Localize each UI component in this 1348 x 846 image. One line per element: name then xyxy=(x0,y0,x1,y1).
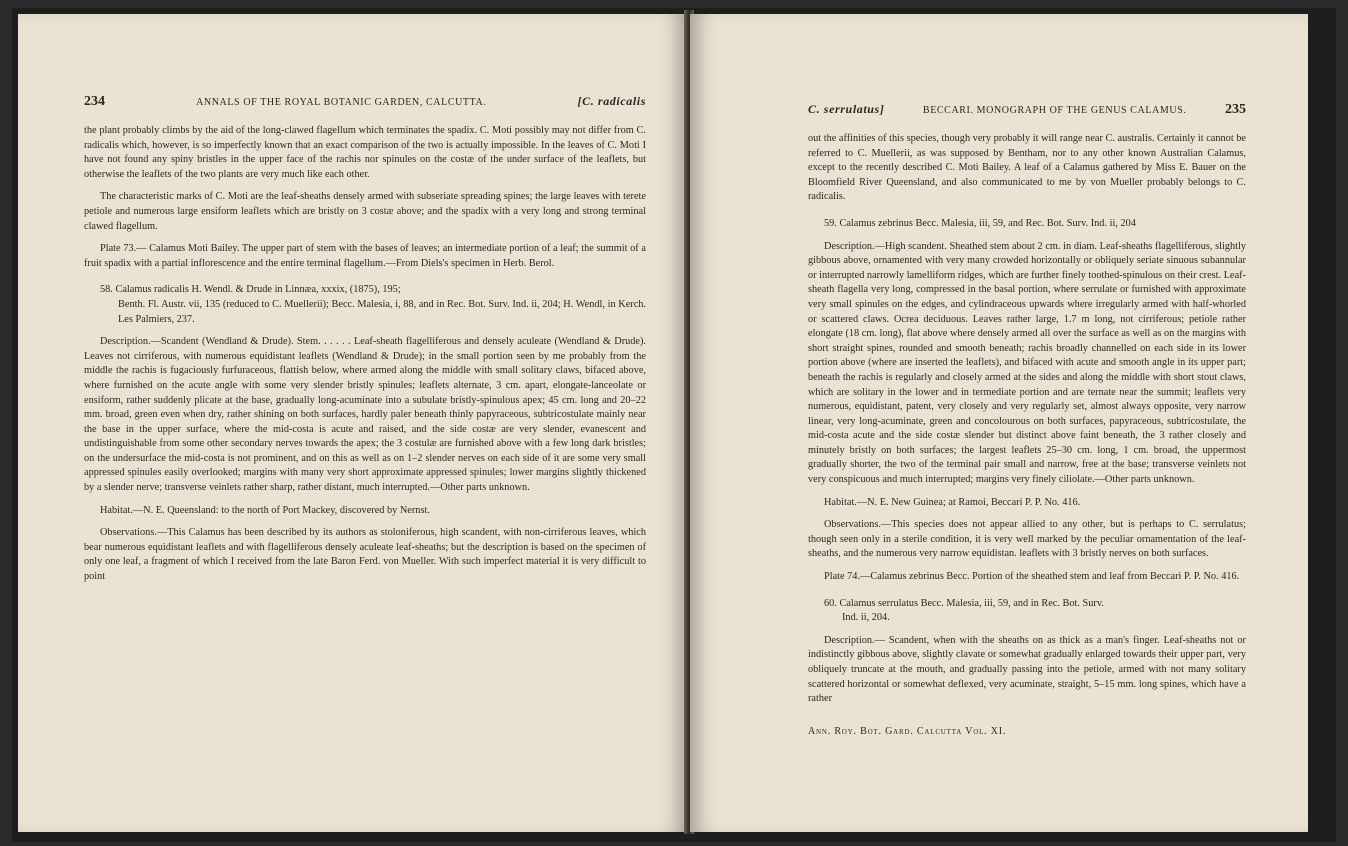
paragraph-continuation: the plant probably climbs by the aid of the long-clawed flagellum which terminates the spadix. C. Moti possibly may not differ from C. radicalis which, however, is so imperfectly known that an exact comparison of the two is actually impossible. In the leaves of C. Moti I have not found any spiny bristles in the upper face of the rachis nor spinules on the costæ of the under surface of the leaflets, but otherwise the leaflets of the two plants are very much like each other. xyxy=(84,125,646,180)
right-running-head xyxy=(808,102,1246,118)
left-page xyxy=(18,14,687,832)
left-page-body xyxy=(84,94,646,593)
entry-59: 59. Calamus zebrinus Becc. Malesia, iii, 59, and Rec. Bot. Surv. Ind. ii, 204 xyxy=(824,217,1136,229)
entry-58-head: 58. Calamus radicalis H. Wendl. & Drude in Linnæa, xxxix, (1875), 195; xyxy=(100,284,401,296)
entry-58-cont: Benth. Fl. Austr. vii, 135 (reduced to C. Muellerii); Becc. Malesia, i, 88, and in Rec. Bot. Surv. Ind. ii, 204; H. Wendl, in Kerch. Les Palmiers, 237. xyxy=(118,298,646,325)
left-page-number: 234 xyxy=(84,94,105,109)
description-59: Description.—High scandent. Sheathed stem about 2 cm. in diam. Leaf-sheaths flagelliferous, slightly gibbous above, ornamented with very many crowded horizontally or obliquely seriate sinuous subannular or interrupted narrowly lamelliform ridges, which are further finely toothed-spinulous on their crest. Leaf-sheath flagella very long, compressed in the basal portion, where serrulate or furnished with approximate very small spinules on the edges, and cylindraceous upwards where irregularly armed with half-whorled or scattered claws. Ocrea deciduous. Leaves rather large, 1.7 m long, not cirriferous; petiole rather elongate (18 cm. long), flat above where densely armed all over the surface as well as on the margins with short straight spines, rounded and smooth beneath; rachis broadly channelled on each side in its lower portion above (where are inserted the leaflets), and bifaced with acute and smooth angle in its upper part; beneath the rachis is regularly and closely armed at the sides and along the middle with short stout claws, which are solitary in the lower and in termediate portion and are ternate near the summit; leaflets very numerous, equidistant, patent, very closely and very regularly set, almost always opposite, very narrow linear, very long-acuminate, green and concolourous on both surfaces, papyraceous, subtricostulate, the mid-costa acute and the side costæ slender but distinct above faint beneath, the 3 rather closely and minutely bristly on both surfaces; the largest leaflets 25–30 cm. long, 1 cm. broad, the uppermost gradually shorter, the two of the terminal pair small and narrow, free at the base; transverse veinlets not very conspicuous and much interrupted; margins very finely ciliolate.—Other parts unknown. xyxy=(808,240,1246,486)
habitat-58: Habitat.—N. E. Queensland: to the north of Port Mackey, discovered by Nernst. xyxy=(100,504,430,516)
habitat-59: Habitat.—N. E. New Guinea; at Ramoi, Beccari P. P. No. 416. xyxy=(824,496,1081,508)
right-running-section: C. serrulatus] xyxy=(808,102,885,116)
right-page-number: 235 xyxy=(1225,102,1246,117)
observations-58: Observations.—This Calamus has been described by its authors as stoloniferous, high scandent, with non-cirriferous leaves, which bear numerous equidistant leaflets and with flagelliferous densely aculeate leaf-sheaths; but the description is based on the specimen of only one leaf, a fragment of which I received from the late Baron Ferd. von Mueller. With such imperfect material it is very difficult to point xyxy=(84,527,646,583)
entry-58 xyxy=(84,283,646,327)
right-running-title: BECCARI. MONOGRAPH OF THE GENUS CALAMUS. xyxy=(922,105,1187,116)
paragraph-characteristics: The characteristic marks of C. Moti are the leaf-sheaths densely armed with subseriate spreading spines; the large leaves with terete petiole and numerous large ensiform leaflets which are bristly on 3 costæ above; and the spadix with a very long and strong terminal clawed flagellum. xyxy=(84,191,646,232)
entry-60 xyxy=(808,597,1246,626)
left-running-head xyxy=(84,94,646,110)
description-58: Description.—Scandent (Wendland & Drude). Stem. . . . . . Leaf-sheath flagelliferous and densely aculeate (Wendland & Drude). Leaves not cirriferous, with numerous equidistant leaflets (Wendland & Drude); in the small portion seen by me probably from the middle the rachis is fugaciously furfuraceous, flattish below, where armed along the middle with small solitary claws, bifaced above, where furnished on the acute angle with some very slender bristly spinules; leaflets alternate, 3 cm. apart, elongate-lanceolate or ensiform, rather suddenly plicate at the base, gradually long-acuminate into a subulate bristly-spinulous apex; 45 cm. long and 20–22 mm. broad, green even when dry, rather shining on both surfaces, hardly paler beneath thinly papyraceous, subtricostulate mainly near the base in the upper surface, where the mid-costa is acute and raised, and the side costæ are very slender, evanescent and undistinguishable from some other secondary nerves towards the apex; the 3 costulæ are furnished above with a few long dark bristles; on the undersurface the mid-costa is not prominent, and on this as well as on 1–2 slender nerves on each side of it are some very small appressed spinules easily overlooked; margins with many very short approximate appressed spinules; lower margins slightly thickened by a slender nerve; transverse veinlets rather sharp, rather distant, much interrupted.—Other parts unknown. xyxy=(84,336,646,494)
paragraph-affinities: out the affinities of this species, though very probably it will range near C. australis. Certainly it cannot be referred to C. Muellerii, as was supposed by Bentham, nor to any other known Australian Calamus, except to the recently described C. Moti Bailey. A leaf of a Calamus gathered by Miss E. Bauer on the Bloomfield River Queensland, and also communicated to me by von Mueller probably belongs to C. radicalis. xyxy=(808,133,1246,203)
entry-60-head: 60. Calamus serrulatus Becc. Malesia, iii, 59, and in Rec. Bot. Surv. xyxy=(824,597,1104,609)
page-footer: Ann. Roy. Bot. Gard. Calcutta Vol. XI. xyxy=(808,725,1007,737)
left-running-section: [C. radicalis xyxy=(577,94,646,108)
description-60: Description.— Scandent, when with the sheaths on as thick as a man's finger. Leaf-sheaths not or indistinctly gibbous above, slightly clavate or somewhat gradually enlarged towards their upper part, very obliquely truncate at the mouth, and gradually passing into the petiole, armed with not many solitary scattered horizontal or somewhat deflexed, very acuminate, straight, 5–15 mm. long spines, which have a rather xyxy=(808,634,1246,705)
observations-59: Observations.—This species does not appear allied to any other, but is perhaps to C. serrulatus; though seen only in a sterile condition, it is very well marked by the peculiar ornamentation of the leaf-sheaths, and the numerous very narrow equidistan. leaflets with 3 bristly nerves on both surfaces. xyxy=(808,519,1246,560)
paragraph-plate-74: Plate 74.—Calamus zebrinus Becc. Portion of the sheathed stem and leaf from Beccari P. P. No. 416. xyxy=(824,571,1240,583)
right-page xyxy=(690,14,1308,832)
left-running-title: ANNALS OF THE ROYAL BOTANIC GARDEN, CALCUTTA. xyxy=(196,97,487,108)
paragraph-plate-73: Plate 73.— Calamus Moti Bailey. The upper part of stem with the bases of leaves; an intermediate portion of a leaf; the summit of a fruit spadix with a partial inflorescence and the entire terminal flagellum.—From Diels's specimen in Herb. Berol. xyxy=(84,243,646,269)
entry-60-cont: Ind. ii, 204. xyxy=(842,612,890,624)
right-page-body xyxy=(808,102,1246,747)
